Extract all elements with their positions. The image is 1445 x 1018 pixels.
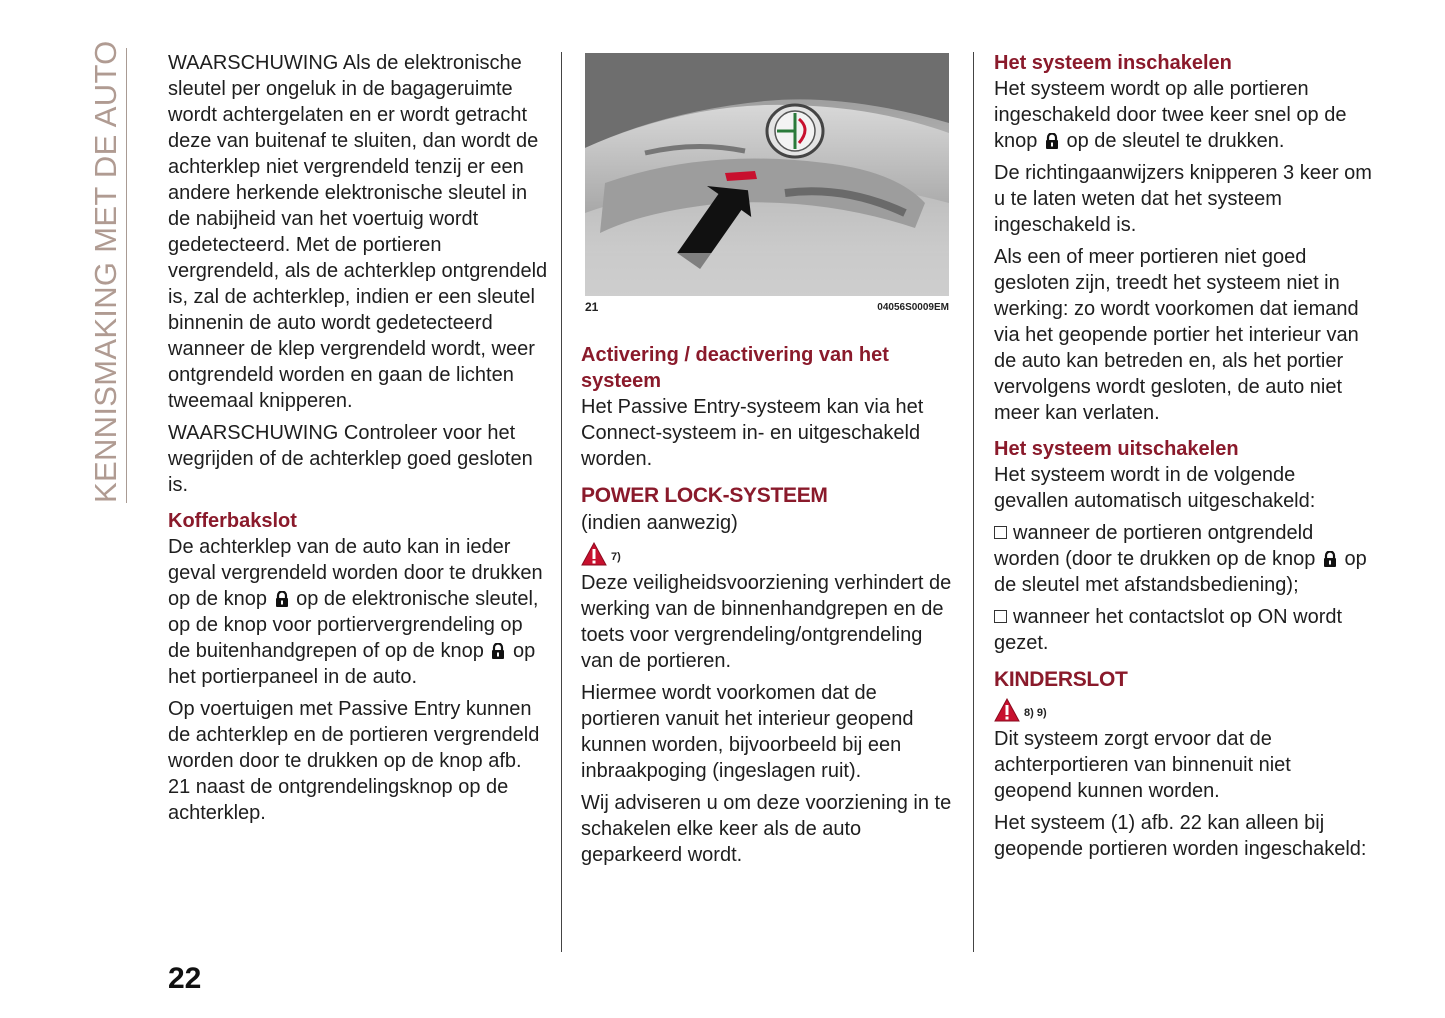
warning-ref-number: 7) [611,551,621,563]
page-number: 22 [168,962,202,995]
paragraph: Op voertuigen met Passive Entry kunnen de achterklep en de portieren vergrendeld worden door te drukken op de knop afb. 21 naast de ontgrendelingsknop op de achterklep. [168,698,540,824]
warning-reference [581,538,953,570]
paragraph: Wij adviseren u om deze voorziening in te schakelen elke keer als de auto geparkeerd wordt. [581,792,952,866]
side-title-text: KENNISMAKING MET DE AUTO [88,40,123,503]
column-3 [994,50,1374,868]
paragraph: De achterklep van de auto kan in ieder geval vergrendeld worden door te drukken op de knop op de elektronische sleutel, op de knop voor portiervergrendeling op de buitenhandgrepen of op de knop op het portierpaneel in de auto. [168,536,543,688]
column-1 [168,50,548,832]
section-heading-kinderslot: KINDERSLOT [994,668,1128,691]
column-2 [581,342,953,874]
section-heading-uitschakelen: Het systeem uitschakelen [994,438,1239,460]
paragraph: Deze veiligheidsvoorziening verhindert de werking van de binnenhandgrepen en de toets voor vergrendeling/ontgrendeling van de portieren. [581,572,952,672]
paragraph: Het Passive Entry-systeem kan via het Connect-systeem in- en uitgeschakeld worden. [581,396,924,470]
paragraph: Hiermee wordt voorkomen dat de portieren vanuit het interieur geopend kunnen worden, bijvoorbeeld bij een inbraakpoging (ingeslagen ruit). [581,682,914,782]
warning-reference [994,694,1374,726]
paragraph: Het systeem (1) afb. 22 kan alleen bij geopende portieren worden ingeschakeld: [994,812,1367,860]
figure-caption [585,300,949,314]
paragraph: Als een of meer portieren niet goed gesloten zijn, treedt het systeem niet in werking: zo wordt voorkomen dat iemand via het geopende portier het interieur van de auto kan betreden en, als het portier vervolgens wordt gesloten, de auto niet meer kan verlaten. [994,246,1359,424]
paragraph: Dit systeem zorgt ervoor dat de achterportieren van binnenuit niet geopend kunnen worden. [994,728,1291,802]
warning-paragraph: WAARSCHUWING Als de elektronische sleutel per ongeluk in de bagageruimte wordt achtergelaten en er wordt getracht deze van buitenaf te sluiten, dan wordt de achterklep niet vergrendeld tenzij er een andere herkende elektronische sleutel in de nabijheid van het voertuig wordt gedetecteerd. Met de portieren vergrendeld, als de achterklep ontgrendeld is, zal de achterklep, indien er een sleutel binnenin de auto wordt gedetecteerd wanneer de klep vergrendeld wordt, weer ontgrendeld worden en gaan de lichten tweemaal knipperen. [168,52,548,412]
paragraph: (indien aanwezig) [581,512,738,534]
warning-paragraph: WAARSCHUWING Controleer voor het wegrijden of de achterklep goed gesloten is. [168,422,533,496]
lock-icon [275,591,289,607]
paragraph: Het systeem wordt op alle portieren ingeschakeld door twee keer snel op de knop op de sleutel te drukken. [994,78,1347,152]
lock-icon [491,643,505,659]
car-tailgate-illustration [585,53,949,296]
warning-ref-number: 8) 9) [1024,707,1047,719]
column-divider [973,52,974,952]
paragraph: Het systeem wordt in de volgende gevallen automatisch uitgeschakeld: [994,464,1316,512]
list-item: wanneer het contactslot op ON wordt gezet. [994,606,1343,654]
figure-code: 04056S0009EM [877,302,949,313]
side-title [86,40,127,503]
list-item: wanneer de portieren ontgrendeld worden (door te drukken op de knop op de sleutel met afstandsbediening); [994,522,1367,596]
section-heading-inschakelen: Het systeem inschakelen [994,52,1232,74]
checkbox-bullet-icon [994,526,1007,539]
section-heading-activering: Activering / deactivering van het systeem [581,344,889,392]
figure-21-image [585,53,949,296]
checkbox-bullet-icon [994,610,1007,623]
lock-icon [1323,551,1337,567]
warning-icon [994,698,1020,722]
paragraph: De richtingaanwijzers knipperen 3 keer om u te laten weten dat het systeem ingeschakeld is. [994,162,1372,236]
warning-icon [581,542,607,566]
column-divider [561,52,562,952]
figure-number: 21 [585,300,599,314]
section-heading-power-lock: POWER LOCK-SYSTEEM [581,484,828,507]
lock-icon [1045,133,1059,149]
section-heading-kofferbakslot: Kofferbakslot [168,510,297,532]
